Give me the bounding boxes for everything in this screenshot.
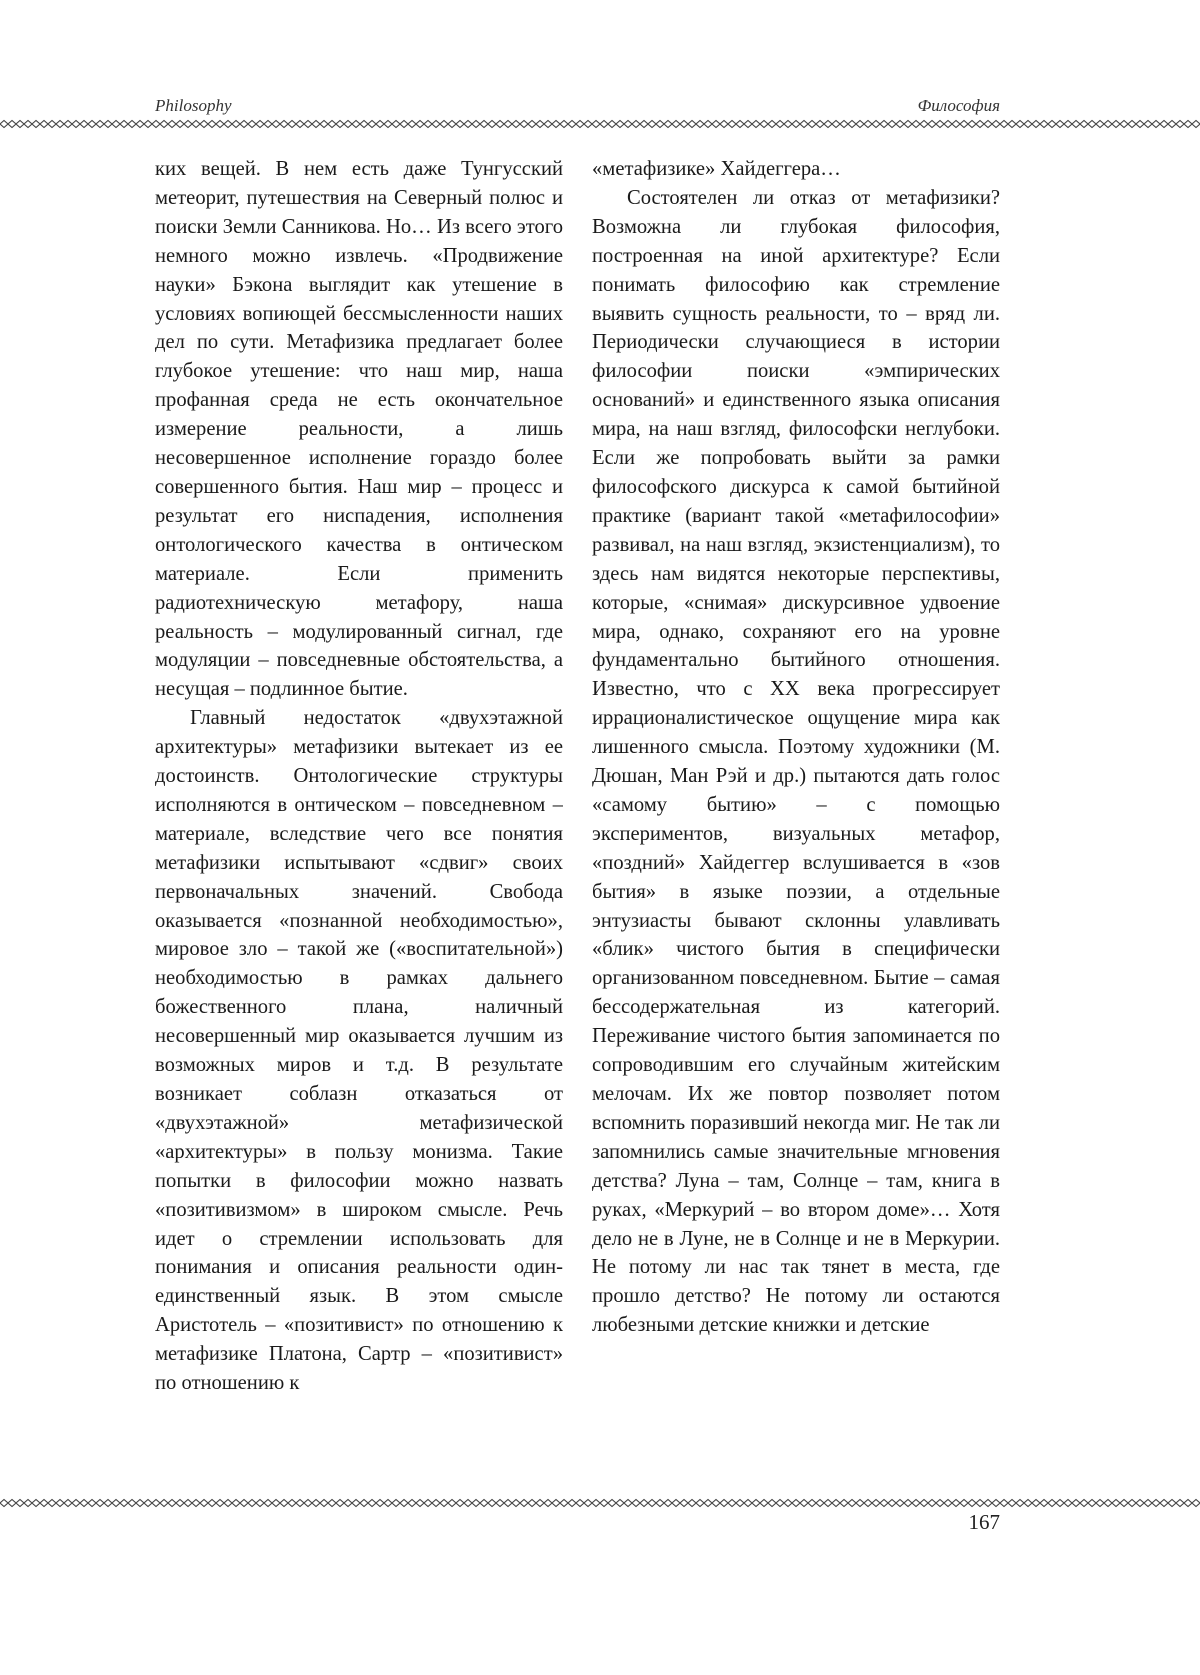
- right-paragraph-2: Состоятелен ли отказ от метафизики? Возможна ли глубокая философия, построенная на иной архитектуре? Если понимать философию как стремление выявить сущность реальности, то – вряд ли. Периодически случающиеся в истории философии поиски «эмпирических оснований» и единственного языка описания мира, на наш взгляд, философски неглубоки. Если же попробовать выйти за рамки философского дискурса к самой бытийной практике (вариант такой «метафилософии» развивал, на наш взгляд, экзистенциализм), то здесь нам видятся некоторые перспективы, которые, «снимая» дискурсивное удвоение мира, однако, сохраняют его на уровне фундаментально бытийного отношения. Известно, что с XX века прогрессирует иррационалистическое ощущение мира как лишенного смысла. Поэтому художники (М. Дюшан, Ман Рэй и др.) пытаются дать голос «самому бытию» – с помощью экспериментов, визуальных метафор, «поздний» Хайдеггер вслушивается в «зов бытия» в языке поэзии, а отдельные энтузиасты бывают склонны улавливать «блик» чистого бытия в специфически организованном повседневном. Бытие – самая бессодержательная из категорий. Переживание чистого бытия запоминается по сопроводившим его случайным житейским мелочам. Их же повтор позволяет потом вспомнить поразивший некогда миг. Не так ли запомнились самые значительные мгновения детства? Луна – там, Солнце – там, книга в руках, «Меркурий – во втором доме»… Хотя дело не в Луне, не в Солнце и не в Меркурии. Не потому ли нас так тянет в места, где прошло детство? Не потому ли остаются любезными детские книжки и детские: [592, 186, 1000, 1337]
- article-body: [155, 155, 1000, 1485]
- bottom-ornament-border: [0, 1498, 1200, 1508]
- running-head-right: Философия: [917, 96, 1000, 115]
- left-paragraph-2: Главный недостаток «двухэтажной архитектуры» метафизики вытекает из ее достоинств. Онтологические структуры исполняются в онтическом – повседневном – материале, вследствие чего все понятия метафизики испытывают «сдвиг» своих первоначальных значений. Свобода оказывается «познанной необходимостью», мировое зло – такой же («воспитательной») необходимостью в рамках дальнего божественного плана, наличный несовершенный мир оказывается лучшим из возможных миров и т.д. В результате возникает соблазн отказаться от «двухэтажной» метафизической «архитектуры» в пользу монизма. Такие попытки в философии можно назвать «позитивизмом» в широком смысле. Речь идет о стремлении использовать для понимания и описания реальности один-единственный язык. В этом смысле Аристотель – «позитивист» по отношению к метафизике Платона, Сартр – «позитивист» по отношению к: [155, 707, 563, 1395]
- top-ornament-border: [0, 119, 1200, 129]
- left-column: [155, 155, 563, 1485]
- page-number: 167: [968, 1510, 1000, 1534]
- running-head: [155, 92, 1000, 116]
- left-paragraph-1: ких вещей. В нем есть даже Тунгусский метеорит, путешествия на Северный полюс и поиски Земли Санникова. Но… Из всего этого немного можно извлечь. «Продвижение науки» Бэкона выглядит как утешение в условиях вопиющей бессмысленности наших дел по сути. Метафизика предлагает более глубокое утешение: что наш мир, наша профанная среда не есть окончательное измерение реальности, а лишь несовершенное исполнение гораздо более совершенного бытия. Наш мир – процесс и результат его ниспадения, исполнения онтологического качества в онтическом материале. Если применить радиотехническую метафору, наша реальность – модулированный сигнал, где модуляции – повседневные обстоятельства, а несущая – подлинное бытие.: [155, 158, 563, 701]
- running-head-left: Philosophy: [155, 96, 232, 115]
- right-column: [592, 155, 1000, 1485]
- right-paragraph-1: «метафизике» Хайдеггера…: [592, 158, 841, 180]
